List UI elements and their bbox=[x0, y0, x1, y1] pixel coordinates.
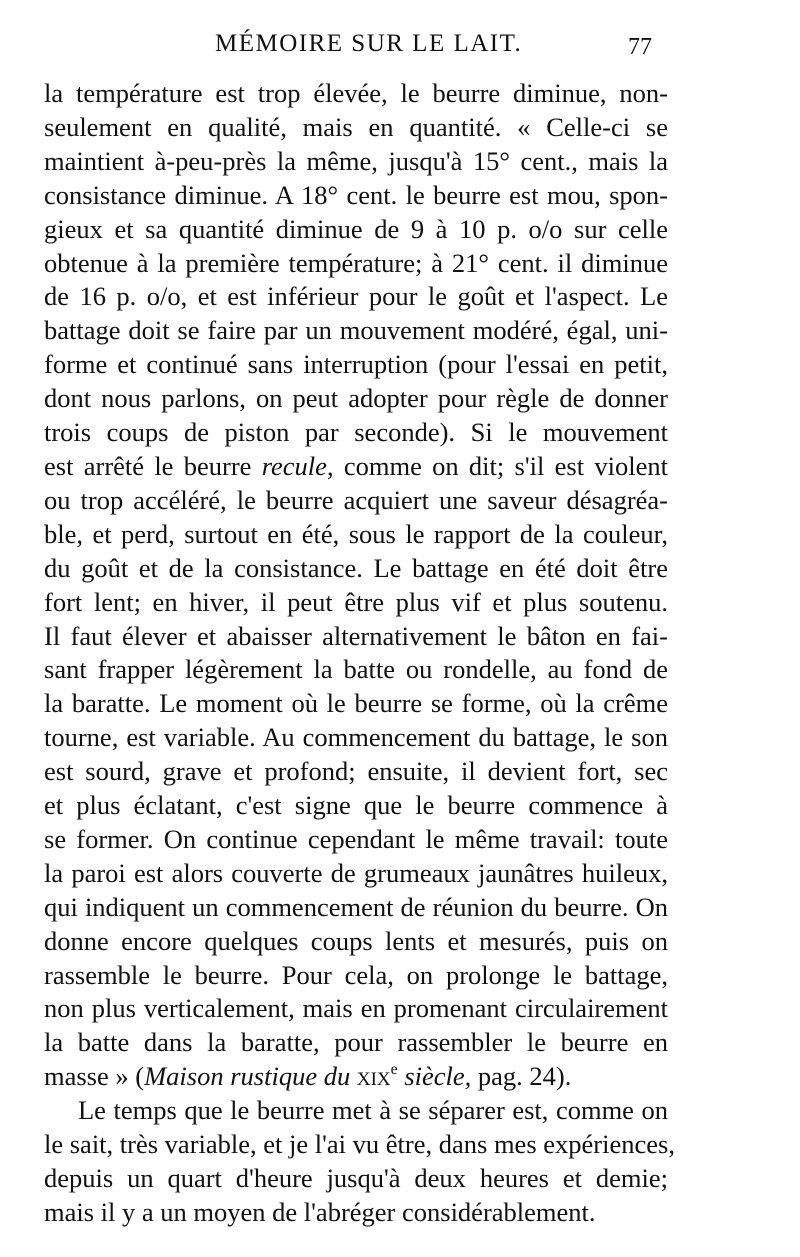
citation-title-part: Maison rustique du bbox=[144, 1061, 357, 1092]
text-line: la paroi est alors couverte de grumeaux jaunâtres huileux, bbox=[44, 857, 668, 888]
page-header bbox=[0, 30, 800, 66]
text-line: donne encore quelques coups lents et mesurés, puis on bbox=[44, 925, 668, 956]
text-line: le sait, très variable, et je l'ai vu être, dans mes expériences, bbox=[44, 1129, 675, 1160]
text-line: et plus éclatant, c'est signe que le beurre commence à bbox=[44, 790, 668, 821]
text-line: tourne, est variable. Au commencement du battage, le son bbox=[44, 722, 668, 753]
text-line: trois coups de piston par seconde). Si le mouvement bbox=[44, 417, 668, 448]
text-line: seulement en qualité, mais en quantité. « Celle-ci se bbox=[44, 111, 668, 142]
text-line: de 16 p. o/o, et est inférieur pour le goût et l'aspect. Le bbox=[44, 281, 668, 312]
text-line: dont nous parlons, on peut adopter pour règle de donner bbox=[44, 383, 668, 414]
page-number: 77 bbox=[628, 34, 652, 60]
text-line: consistance diminue. A 18° cent. le beurre est mou, spon- bbox=[44, 179, 668, 210]
text-line: qui indiquent un commencement de réunion du beurre. On bbox=[44, 891, 668, 922]
running-head: MÉMOIRE SUR LE LAIT. bbox=[215, 30, 523, 57]
text-line: ou trop accéléré, le beurre acquiert une saveur désagréa- bbox=[44, 484, 668, 515]
text-line: la température est trop élevée, le beurre diminue, non- bbox=[44, 78, 668, 108]
text-line: est arrêté le beurre recule, comme on dit; s'il est violent bbox=[44, 450, 668, 481]
text-line: la baratte. Le moment où le beurre se forme, où la crême bbox=[44, 688, 668, 719]
text-line: est sourd, grave et profond; ensuite, il devient fort, sec bbox=[44, 756, 668, 787]
text-line: non plus verticalement, mais en promenant circulairement bbox=[44, 993, 668, 1024]
text-line: se former. On continue cependant le même travail: toute bbox=[44, 823, 668, 854]
text-line: ble, et perd, surtout en été, sous le rapport de la couleur, bbox=[44, 518, 668, 549]
text-line: forme et continué sans interruption (pour l'essai en petit, bbox=[44, 349, 668, 380]
text-line: fort lent; en hiver, il peut être plus vif et plus soutenu. bbox=[44, 586, 668, 617]
paragraph-first-line: Le temps que le beurre met à se séparer est, comme on bbox=[78, 1095, 668, 1126]
text-line: la batte dans la baratte, pour rassembler le beurre en bbox=[44, 1027, 668, 1058]
citation-close: pag. 24). bbox=[471, 1061, 572, 1092]
citation-title-end: siècle, bbox=[397, 1061, 472, 1092]
text-line: gieux et sa quantité diminue de 9 à 10 p. o/o sur celle bbox=[44, 213, 668, 244]
citation-title bbox=[144, 1061, 357, 1091]
text-line: sant frapper légèrement la batte ou rondelle, au fond de bbox=[44, 654, 668, 685]
text-line: battage doit se faire par un mouvement modéré, égal, uni- bbox=[44, 315, 668, 346]
body-text bbox=[44, 77, 675, 1230]
citation-line bbox=[44, 1060, 668, 1094]
text-line: du goût et de la consistance. Le battage en été doit être bbox=[44, 552, 668, 583]
text-line: rassemble le beurre. Pour cela, on prolonge le battage, bbox=[44, 959, 668, 990]
century-superscript: e bbox=[390, 1060, 398, 1078]
text-line: depuis un quart d'heure jusqu'à deux heures et demie; bbox=[44, 1163, 668, 1193]
text-line: maintient à-peu-près la même, jusqu'à 15° cent., mais la bbox=[44, 145, 668, 176]
emphasis-word: recule bbox=[261, 450, 327, 481]
text-line: Il faut élever et abaisser alternativement le bâton en fai- bbox=[44, 620, 668, 651]
text-line: mais il y a un moyen de l'abréger considérablement. bbox=[44, 1196, 596, 1227]
text-line: obtenue à la première température; à 21° cent. il diminue bbox=[44, 247, 668, 278]
citation-open: masse » ( bbox=[44, 1061, 145, 1092]
century-numeral: xix bbox=[356, 1061, 391, 1092]
